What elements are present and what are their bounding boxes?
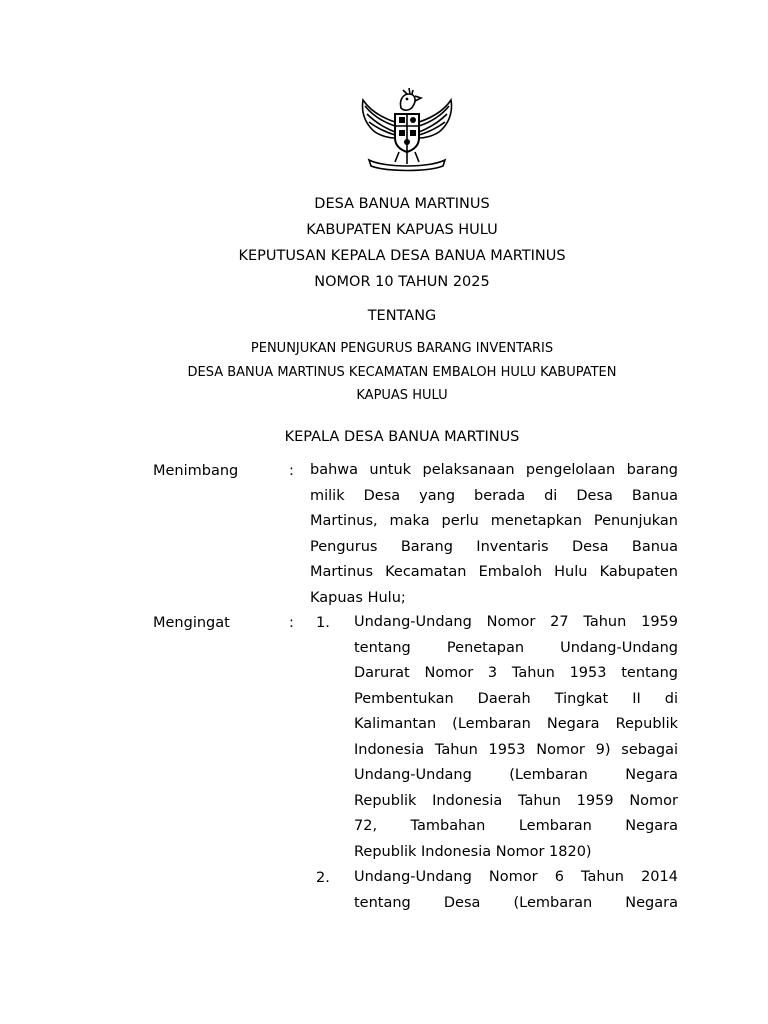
mengingat-item-line: Darurat Nomor 3 Tahun 1953 tentang <box>354 665 678 681</box>
mengingat-item-line: Pembentukan Daerah Tingkat II di <box>354 690 678 707</box>
mengingat-label: Mengingat <box>153 615 230 631</box>
header-decree-number: NOMOR 10 TAHUN 2025 <box>314 274 490 290</box>
menimbang-line: Martinus, maka perlu menetapkan Penunjukan <box>310 513 678 529</box>
mengingat-item-line: Republik Indonesia Tahun 1959 Nomor <box>354 792 678 809</box>
mengingat-item-line: Republik Indonesia Nomor 1820) <box>354 843 592 860</box>
mengingat-item-number: 1. <box>316 615 330 631</box>
menimbang-line: bahwa untuk pelaksanaan pengelolaan barang <box>310 462 678 478</box>
header-decree-title: KEPUTUSAN KEPALA DESA BANUA MARTINUS <box>238 248 566 264</box>
header-tentang: TENTANG <box>367 308 437 324</box>
header-authority: KEPALA DESA BANUA MARTINUS <box>284 429 520 445</box>
menimbang-label: Menimbang <box>153 463 239 479</box>
mengingat-item-1-text <box>354 610 678 865</box>
menimbang-line: Kapuas Hulu; <box>310 589 406 606</box>
mengingat-item-line: tentang Desa (Lembaran Negara <box>354 894 678 911</box>
mengingat-item-line: 72, Tambahan Lembaran Negara <box>354 818 678 834</box>
mengingat-item-line: Kalimantan (Lembaran Negara Republik <box>354 716 678 732</box>
mengingat-item-line: Undang-Undang Nomor 6 Tahun 2014 <box>354 869 678 885</box>
mengingat-item-number: 2. <box>316 870 330 886</box>
menimbang-text <box>310 458 678 611</box>
header-village-name: DESA BANUA MARTINUS <box>314 196 490 212</box>
mengingat-item-2-text <box>354 865 678 916</box>
mengingat-item-line: Undang-Undang Nomor 27 Tahun 1959 <box>354 614 678 630</box>
mengingat-item-line: Indonesia Tahun 1953 Nomor 9) sebagai <box>354 741 678 758</box>
header-subject-line-2: DESA BANUA MARTINUS KECAMATAN EMBALOH HULU KABUPATEN <box>187 365 617 380</box>
menimbang-line: Martinus Kecamatan Embaloh Hulu Kabupaten <box>310 564 678 580</box>
header-subject-line-3: KAPUAS HULU <box>356 388 448 403</box>
menimbang-line: milik Desa yang berada di Desa Banua <box>310 487 678 504</box>
header-regency-name: KABUPATEN KAPUAS HULU <box>306 222 498 238</box>
menimbang-line: Pengurus Barang Inventaris Desa Banua <box>310 538 678 555</box>
mengingat-item-line: Undang-Undang (Lembaran Negara <box>354 767 678 783</box>
header-subject-line-1: PENUNJUKAN PENGURUS BARANG INVENTARIS <box>250 341 554 356</box>
menimbang-colon: : <box>289 463 294 479</box>
mengingat-colon: : <box>289 615 294 631</box>
mengingat-item-line: tentang Penetapan Undang-Undang <box>354 639 678 656</box>
garuda-emblem <box>355 82 459 174</box>
